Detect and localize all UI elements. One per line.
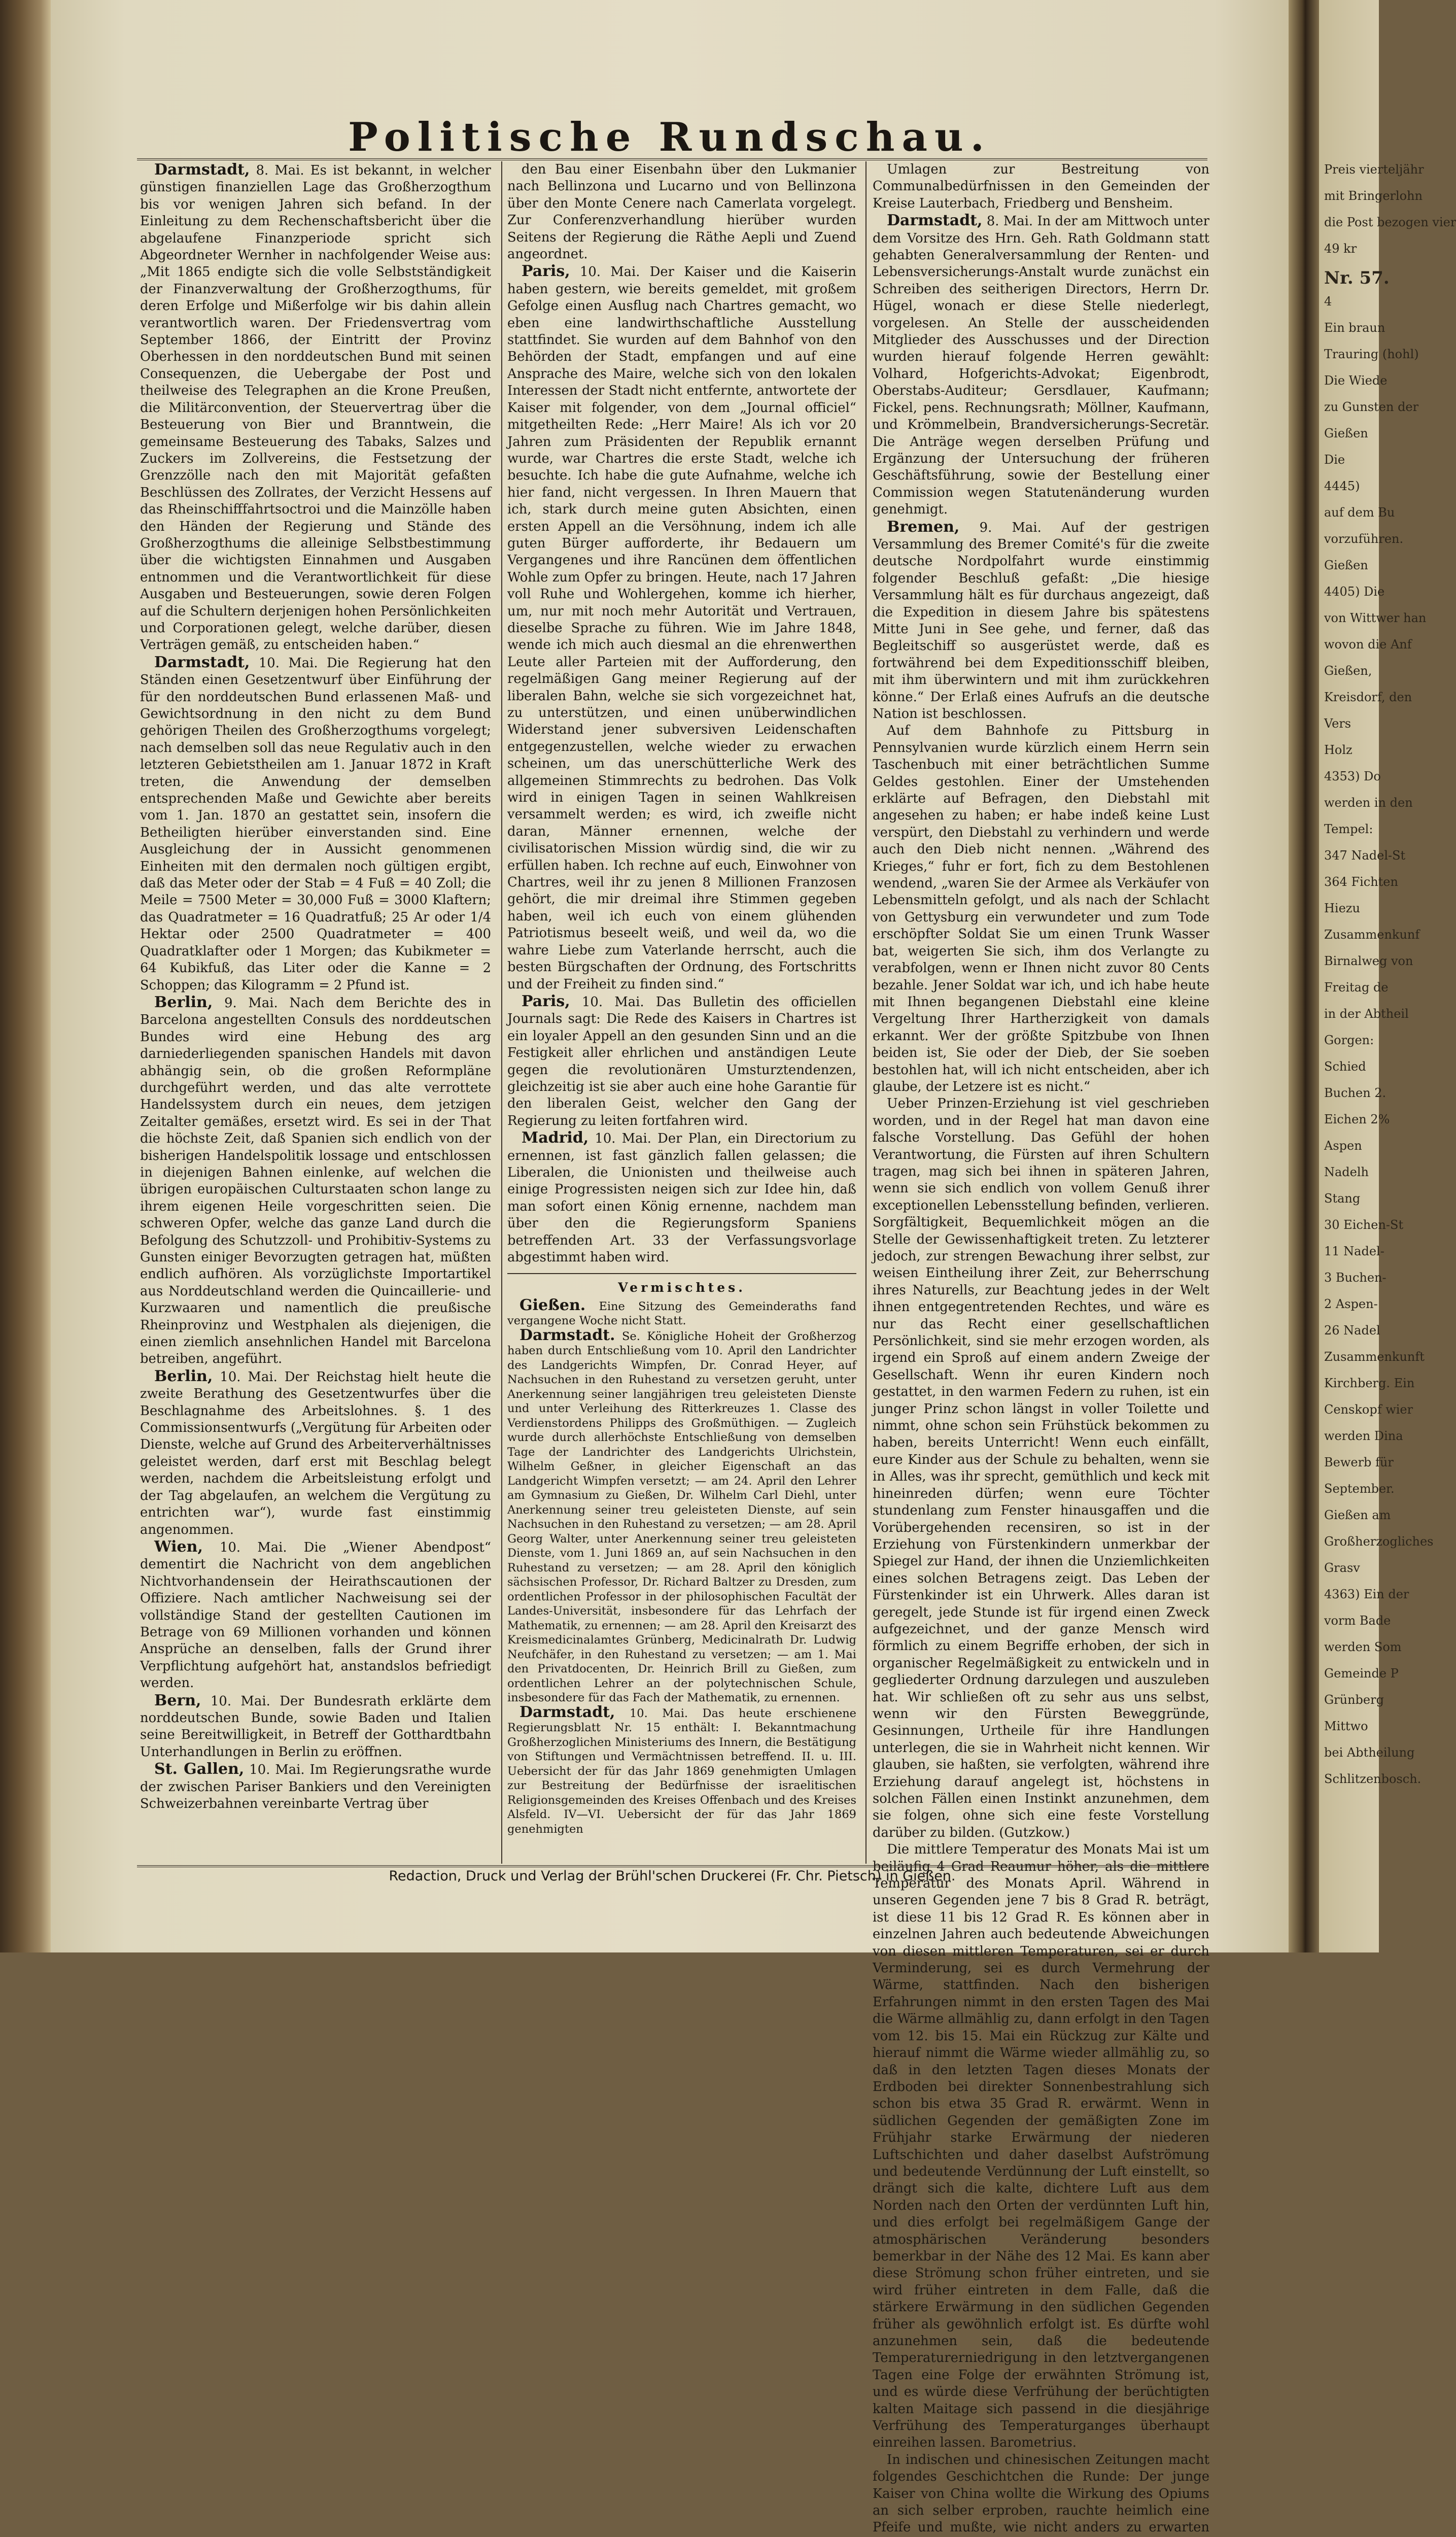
adjacent-page-text: Preis vierteljähr: [1324, 162, 1424, 177]
adjacent-page-text: Nadelh: [1324, 1165, 1369, 1179]
article-text: 10. Mai. Im Regierungsrathe wurde der zwischen Pariser Bankiers und den Vereinigten Schweizerbahnen vereinbarte Vertrag über: [140, 1762, 492, 1811]
adjacent-page-text: Birnalweg von: [1324, 954, 1413, 968]
adjacent-page-text: 49 kr: [1324, 242, 1357, 256]
dateline-berlin: Berlin,: [154, 1367, 213, 1385]
left-binding: [0, 0, 51, 1952]
adjacent-page-text: Stang: [1324, 1191, 1361, 1206]
adjacent-page-text: Zusammenkunft: [1324, 1350, 1425, 1364]
adjacent-page-text: 4353) Do: [1324, 769, 1381, 783]
adjacent-page-text: vorzuführen.: [1324, 532, 1404, 546]
article-paragraph: [507, 1328, 856, 1705]
article-text: Se. Königliche Hoheit der Großherzog haben durch Entschließung vom 10. April den Landrichter des Landgerichts Wimpfen, Dr. Conrad Heyer, auf Nachsuchen in den Ruhestand zu versetzen geruht, unter Anerkennung seiner langjährigen treu geleisteten Dienste und unter Verleihung des Ritterkreuzes 1. Classe des Verdienstordens Philipps des Großmüthigen. — Zugleich wurde durch allerhöchste Entschließung von demselben Tage der Landrichter des Landgerichts Ulrichstein, Wilhelm Geßner, in gleicher Eigenschaft an das Landgericht Wimpfen versetzt; — am 24. April den Lehrer am Gymnasium zu Gießen, Dr. Wilhelm Carl Diehl, unter Anerkennung seiner treu geleisteten Dienste, auf sein Nachsuchen in den Ruhestand zu versetzen; — am 28. April Georg Walter, unter Anerkennung seiner treu geleisteten Dienste, vom 1. Juni 1869 an, auf sein Nachsuchen in den Ruhestand zu versetzen; — am 28. April den königlich sächsischen Professor, Dr. Richard Baltzer zu Dresden, zum ordentlichen Professor in der philosophischen Facultät der Landes-Universität, insbesondere für das Lehrfach der Mathematik, zu ernennen; — am 28. April den Kreisarzt des Kreismedicinalamtes Grünberg, Medicinalrath Dr. Ludwig Neufchäfer, in den Ruhestand zu versetzen; — am 1. Mai den Privatdocenten, Dr. Heinrich Brill zu Gießen, zum ordentlichen Lehrer an der polytechnischen Schule, insbesondere für das Fach der Mathematik, zu ernennen.: [507, 1329, 856, 1705]
article-text: 10. Mai. Die „Wiener Abendpost“ dementirt die Nachricht von dem angeblichen Nichtvorhandensein der Heirathscautionen der Offiziere. Nach amtlicher Nachweisung sei der vollständige Stand der gestellten Cautionen im Betrage von 69 Millionen vorhanden und können Ansprüche an denselben, falls der Grund ihrer Verpflichtung aufgehört hat, anstandslos befriedigt werden.: [140, 1539, 491, 1691]
article-paragraph: [507, 1298, 856, 1328]
article-text: Auf dem Bahnhofe zu Pittsburg in Pennsylvanien wurde kürzlich einem Herrn sein Taschenbuch mit einer beträchtlichen Summe Geldes gestohlen. Einer der Umstehenden erklärte auf Befragen, den Diebstahl mit angesehen zu haben; er habe indeß keine Lust verspürt, den Diebstahl zu verhindern und werde auch den Dieb nicht nennen. „Während des Krieges,“ fuhr er fort, fich zu dem Bestohlenen wendend, „waren Sie der Armee als Verkäufer von Lebensmitteln gefolgt, und als nach der Schlacht von Gettysburg ein verwundeter und zum Tode erschöpfter Soldat Sie um einen Trunk Wasser bat, weigerten Sie sich, ihm dos Verlangte zu verabfolgen, wenn er Ihnen nicht zuvor 80 Cents bezahle. Jener Soldat war ich, und ich habe heute mit Ihnen begangenen Diebstahl eine kleine Vergeltung Ihrer Hartherzigkeit von damals erkannt. Wer der größte Spitzbube von Ihnen beiden ist, Sie oder der Dieb, der Sie soeben bestohlen hat, will ich nicht entscheiden, aber ich glaube, der Letzere ist es nicht.“: [873, 723, 1209, 1094]
article-paragraph: [873, 1095, 1209, 1841]
article-paragraph: [140, 1538, 491, 1692]
column-1: [140, 161, 491, 1864]
section-divider: [507, 1273, 856, 1274]
article-paragraph: [873, 723, 1209, 1095]
adjacent-page-text: 11 Nadel-: [1324, 1244, 1384, 1258]
article-text: 10. Mai. Der Bundesrath erklärte dem norddeutschen Bunde, sowie Baden und Italien seine Bereitwilligkeit, in Betreff der Gotthardtbahn Unterhandlungen in Berlin zu eröffnen.: [140, 1693, 492, 1760]
adjacent-page-text: Großherzogliches: [1324, 1534, 1434, 1549]
article-text: Umlagen zur Bestreitung von Communalbedürfnissen in den Gemeinden der Kreise Lauterbach, Friedberg und Bensheim.: [873, 162, 1209, 211]
adjacent-page-text: Bewerb für: [1324, 1455, 1394, 1469]
article-paragraph: [507, 161, 856, 263]
adjacent-page-text: Die: [1324, 453, 1345, 467]
adjacent-page-text: 4: [1324, 294, 1332, 308]
adjacent-page-text: Zusammenkunf: [1324, 928, 1420, 942]
adjacent-page-text: Censkopf wier: [1324, 1402, 1413, 1417]
adjacent-page-text: September.: [1324, 1482, 1395, 1496]
dateline-darmstadt: Darmstadt,: [154, 161, 250, 179]
adjacent-page-text: Gießen: [1324, 558, 1368, 572]
column-3: [873, 161, 1209, 2535]
adjacent-page-text: Gießen: [1324, 426, 1368, 440]
adjacent-page-text: Kreisdorf, den: [1324, 690, 1412, 704]
dateline-paris: Paris,: [522, 262, 570, 281]
article-text: Eine Sitzung des Gemeinderaths fand vergangene Woche nicht Statt.: [507, 1299, 856, 1328]
dateline-darmstadt: Darmstadt,: [519, 1703, 615, 1721]
article-text: 8. Mai. In der am Mittwoch unter dem Vorsitze des Hrn. Geh. Rath Goldmann statt gehabten Generalversammlung der Renten- und Lebensversicherungs-Anstalt wurde zunächst ein Schreiben des seitherigen Directors, Herrn Dr. Hügel, wonach er diese Stelle niederlegt, vorgelesen. An Stelle der ausscheidenden Mitglieder des Ausschusses und der Direction wurden hierauf folgende Herren gewählt: Volhard, Hofgerichts-Advokat; Eigenbrodt, Oberstabs-Auditeur; Gersdlauer, Kaufmann; Fickel, pens. Rechnungsrath; Möllner, Kaufmann, und Krömmelbein, Brandversicherungs-Secretär. Die Anträge wegen derselben Prüfung und Ergänzung der Untersuchung der früheren Geschäftsführung, sowie der Bestellung einer Commission wegen Statutenänderung wurden genehmigt.: [873, 214, 1209, 518]
column-2: [507, 161, 856, 1864]
adjacent-page-text: Freitag de: [1324, 980, 1389, 995]
adjacent-page-text: 30 Eichen-St: [1324, 1218, 1404, 1232]
article-paragraph: [140, 161, 491, 654]
article-paragraph: [140, 1368, 491, 1538]
article-text: Ueber Prinzen-Erziehung ist viel geschrieben worden, und in der Regel hat man davon eine falsche Vorstellung. Das Gefühl der hohen Verantwortung, die Fürsten auf ihren Schultern tragen, mag sich bei ihnen in späteren Jahren, wenn sie sich endlich von vollem Genuß ihrer exceptionellen Lebensstellung befinden, verlieren. Sorgfältigkeit, Bequemlichkeit mögen an die Stelle der Gewissenhaftigkeit treten. Zu letzterer jedoch, zur strengen Bewachung ihrer selbst, zur weisen Eintheilung ihrer Zeit, zur Beherrschung ihres Naturells, zur Beachtung jedes in der Welt ihnen entgegentretenden Rechtes, und wäre es nur das Recht einer gesellschaftlichen Persönlichkeit, sind sie mehr erzogen worden, als irgend ein Sproß auf einem andern Zweige der Gesellschaft. Wenn ihr euren Kindern noch gestattet, in den warmen Federn zu ruhen, ist ein junger Prinz schon längst in voller Toilette und nimmt, ohne schon sein Frühstück bekommen zu haben, bereits Unterricht! Wenn euch einfällt, eure Kinder aus der Schule zu behalten, wenn sie in Alles, was ihr sprecht, gemüthlich und keck mit hineinreden dürfen; wenn eure Töchter stundenlang zum Fenster hinausgaffen und die Vorübergehenden recensiren, so ist in der Erziehung von Fürstenkindern unmerkbar der Spiegel zur Hand, der ihnen die Unziemlichkeiten eines solchen Betragens zeigt. Das Leben der Fürstenkinder ist ein Uhrwerk. Alles daran ist geregelt, jede Stunde ist für irgend einen Zweck aufgezeichnet, und der ganze Mensch wird förmlich zu einem Begriffe erhoben, der sich in organischer Regelmäßigkeit zu entwickeln und in gegliederter Ordnung darzulegen und auszuleben hat. Wir schließen oft zu sehr aus uns selbst, wenn wir den Fürsten Beweggründe, Gesinnungen, Urtheile für ihre Handlungen unterlegen, die sie in Wahrheit nicht kennen. Wir glauben, sie haßten, sie verfolgten, während ihre Erziehung darauf angelegt ist, höchstens in solchen Fällen einen Instinkt anzunehmen, dem sie folgen, ohne sich eine feste Vorstellung darüber zu bilden. (Gutzkow.): [873, 1096, 1209, 1840]
dateline-darmstadt: Darmstadt,: [154, 653, 250, 671]
adjacent-page-text: von Wittwer han: [1324, 611, 1427, 625]
article-text: Die mittlere Temperatur des Monats Mai ist um beiläufig 4 Grad Reaumur höher, als die mittlere Temperatur des Monats April. Während in unseren Gegenden jene 7 bis 8 Grad R. beträgt, ist diese 11 bis 12 Grad R. Es können aber in einzelnen Jahren auch bedeutende Abweichungen von diesen mittleren Temperaturen, sei er durch Verminderung, sei es durch Vermehrung der Wärme, stattfinden. Nach den bisherigen Erfahrungen nimmt in den ersten Tagen des Mai die Wärme allmählig zu, dann erfolgt in den Tagen vom 12. bis 15. Mai ein Rückzug zur Kälte und hierauf nimmt die Wärme wieder allmählig zu, so daß in den letzten Tagen dieses Monats der Erdboden bei direkter Sonnenbestrahlung sich schon bis etwa 35 Grad R. erwärmt. Wenn in südlichen Gegenden der gemäßigten Zone im Frühjahr starke Erwärmung der niederen Luftschichten und daher daselbst Aufströmung und bedeutende Verdünnung der Luft einstellt, so drängt sich die kalte, dichtere Luft aus dem Norden nach den Orten der verdünnten Luft hin, und dies erfolgt bei regelmäßigem Gange der atmosphärischen Veränderung besonders bemerkbar in der Nähe des 12 Mai. Es kann aber diese Strömung schon früher eintreten, und sie wird früher eintreten in dem Falle, daß die stärkere Erwärmung in den südlichen Gegenden früher als gewöhnlich erfolgt ist. Es dürfte wohl anzunehmen sein, daß die bedeutende Temperaturerniedrigung in den letztvergangenen Tagen eine Folge der erwähnten Strömung ist, und es würde diese Verfrühung der berüchtigten kalten Maitage sich passend in die diesjährige Verfrühung des Temperaturganges überhaupt einreihen lassen. Barometrius.: [873, 1842, 1209, 2451]
article-text: 9. Mai. Nach dem Berichte des in Barcelona angestellten Consuls des norddeutschen Bundes wird eine Hebung des arg darniederliegenden spanischen Handels mit davon abhängig sein, ob die großen Reformpläne durchgeführt werden, und das alte verrottete Handelssystem durch ein neues, dem jetzigen Zeitalter gemäßes, ersetzt wird. Es sei in der That die höchste Zeit, daß Spanien sich endlich von der bisherigen Handelspolitik lossage und entschlossen in diejenigen Bahnen einlenke, auf welchen die übrigen europäischen Culturstaaten schon lange zu ihrem eigenen Heile vorgeschritten seien. Die schweren Opfer, welche das ganze Land durch die Befolgung des Schutzzoll- und Prohibitiv-Systems zu Gunsten einiger Bevorzugten getragen hat, müßten endlich aufhören. Als vorzüglichste Importartikel aus Norddeutschland werden die Quincaillerie- und Kurzwaaren und namentlich die preußische Rheinprovinz und Westphalen als diejenigen, die einen ziemlich ansehnlichen Handel mit Barcelona betreiben, angeführt.: [140, 995, 492, 1367]
vermischtes-section: [507, 1298, 856, 1837]
adjacent-page-text: Gemeinde P: [1324, 1666, 1399, 1681]
adjacent-page-text: Gießen,: [1324, 664, 1372, 678]
adjacent-page-text: 26 Nadel: [1324, 1323, 1380, 1338]
article-paragraph: [507, 993, 856, 1129]
adjacent-page-text: Mittwo: [1324, 1719, 1368, 1733]
dateline-darmstadt: Darmstadt.: [519, 1326, 615, 1344]
adjacent-page-text: Gießen am: [1324, 1508, 1391, 1522]
adjacent-page-text: Holz: [1324, 743, 1353, 757]
adjacent-page-edge: [1319, 0, 1456, 1952]
article-text: In indischen und chinesischen Zeitungen macht folgendes Geschichtchen die Runde: Der junge Kaiser von China wollte die Wirkung des Opiums an sich selber erproben, rauchte heimlich eine Pfeife und mußte, wie nicht anders zu erwarten: [873, 2452, 1209, 2535]
adjacent-page-text: 347 Nadel-St: [1324, 848, 1406, 863]
adjacent-page-text: werden Som: [1324, 1640, 1402, 1654]
adjacent-page-text: Kirchberg. Ein: [1324, 1376, 1415, 1390]
column-divider-1: [501, 161, 502, 1864]
article-text: 10. Mai. Der Reichstag hielt heute die zweite Berathung des Gesetzentwurfes über die Beschlagnahme des Arbeitslohnes. §. 1 des Commissionsentwurfs („Vergütung für Arbeiten oder Dienste, welche auf Grund des Arbeiterverhältnisses geleistet werden, darf erst mit Beschlag belegt werden, nachdem die Arbeitsleistung erfolgt und der Tag abgelaufen, an welchem die Vergütung zu entrichten war“), wurde fast einstimmig angenommen.: [140, 1369, 491, 1537]
dateline-berlin: Berlin,: [154, 993, 213, 1011]
adjacent-page-text: werden in den: [1324, 796, 1413, 810]
article-text: den Bau einer Eisenbahn über den Lukmanier nach Bellinzona und Lucarno und von Bellinzona über den Monte Cenere nach Camerlata vorgelegt. Zur Conferenzverhandlung hierüber wurden Seitens der Regierung die Räthe Aepli und Zuend angeordnet.: [507, 162, 856, 262]
article-paragraph: [140, 1761, 491, 1812]
adjacent-page-text: in der Abtheil: [1324, 1007, 1409, 1021]
article-paragraph: [873, 2452, 1209, 2537]
article-text: 10. Mai. Die Regierung hat den Ständen einen Gesetzentwurf über Einführung der für den norddeutschen Bund erlassenen Maß- und Gewichtsordnung in den nicht zu dem Bund gehörigen Theilen des Großherzogthums vorgelegt; nach demselben soll das neue Regulativ auch in den letzteren Gebietstheilen am 1. Januar 1872 in Kraft treten, die Anwendung der demselben entsprechenden Maße und Gewichte aber bereits vom 1. Jan. 1870 an gestattet sein, insofern die Betheiligten hierüber einverstanden sind. Eine Ausgleichung der in Aussicht genommenen Einheiten mit den dermalen noch gültigen ergibt, daß das Meter oder der Stab = 4 Fuß = 40 Zoll; die Meile = 7500 Meter = 30,000 Fuß = 3000 Klaftern; das Quadratmeter = 16 Quadratfuß; 25 Ar oder 1/4 Hektar oder 2500 Quadratmeter = 400 Quadratklafter oder 1 Morgen; das Kubikmeter = 64 Kubikfuß, das Liter oder die Kanne = 2 Schoppen; das Kilogramm = 2 Pfund ist.: [140, 655, 491, 993]
article-paragraph: [507, 1705, 856, 1837]
adjacent-page-text: zu Gunsten der: [1324, 400, 1419, 414]
dateline-paris: Paris,: [522, 992, 570, 1010]
dateline-darmstadt: Darmstadt,: [887, 212, 983, 230]
adjacent-page-text: bei Abtheilung: [1324, 1745, 1415, 1760]
adjacent-page-text: Gorgen:: [1324, 1033, 1374, 1047]
dateline-bremen: Bremen,: [887, 518, 960, 536]
book-gutter: [1289, 0, 1319, 1952]
article-paragraph: [873, 1841, 1209, 2452]
header-rule: [137, 158, 1207, 160]
imprint: Redaction, Druck und Verlag der Brühl'schen Druckerei (Fr. Chr. Pietsch) in Gießen.: [389, 1868, 956, 1884]
article-paragraph: [873, 161, 1209, 212]
adjacent-page-text: Schlitzenbosch.: [1324, 1772, 1422, 1786]
article-text: 10. Mai. Der Plan, ein Directorium zu ernennen, ist fast gänzlich fallen gelassen; die Liberalen, die Unionisten und theilweise auch einige Progressisten neigen sich zur Idee hin, daß man sofort einen König ernenne, nachdem man über den die Regierungsform Spaniens betreffenden Art. 33 der Verfassungsvorlage abgestimmt haben wird.: [507, 1131, 856, 1265]
footer-rule: [137, 1865, 1207, 1867]
newspaper-page: [51, 0, 1289, 2535]
adjacent-page-text: Grasv: [1324, 1561, 1360, 1575]
article-text: 9. Mai. Auf der gestrigen Versammlung des Bremer Comité's für die zweite deutsche Nordpolfahrt wurde einstimmig folgender Beschluß gefaßt: „Die hiesige Versammlung hält es für durchaus angezeigt, daß die Expedition in diesem Jahre bis spätestens Mitte Juni in See gehe, und ferner, daß das Begleitschiff so ausgerüstet werde, daß es fortwährend bei dem Expeditionsschiff bleiben, mit ihm überwintern und mit ihm zurückkehren könne.“ Der Erlaß eines Aufrufs an die deutsche Nation ist beschlossen.: [873, 520, 1209, 722]
adjacent-page-text: vorm Bade: [1324, 1614, 1391, 1628]
adjacent-page-text: auf dem Bu: [1324, 505, 1395, 520]
adjacent-page-text: 364 Fichten: [1324, 875, 1398, 889]
article-text: 10. Mai. Der Kaiser und die Kaiserin haben gestern, wie bereits gemeldet, mit großem Gefolge einen Ausflug nach Chartres gemacht, wo eben eine landwirthschaftliche Ausstellung stattfindet. Sie wurden auf dem Bahnhof von den Behörden der Stadt, empfangen und auf eine Ansprache des Maire, welche sich von den lokalen Interessen der Stadt nicht entfernte, antwortete der Kaiser mit folgender, von dem „Journal officiel“ mitgetheilten Rede: „Herr Maire! Als ich vor 20 Jahren zum Präsidenten der Republik ernannt wurde, war Chartres die erste Stadt, welche ich besuchte. Ich habe die gute Aufnahme, welche ich hier fand, nicht vergessen. In Ihren Mauern that ich, stark durch meine guten Absichten, einen ersten Appell an die Versöhnung, indem ich alle guten Bürger aufforderte, ihr Bedauern um Vergangenes und ihre Rancünen dem öffentlichen Wohle zum Opfer zu bringen. Heute, nach 17 Jahren voll Ruhe und Wohlergehen, komme ich hierher, um, nur mit noch mehr Autorität und Vertrauen, dieselbe Sprache zu führen. Wie im Jahre 1848, wende ich mich auch diesmal an die ehrenwerthen Leute aller Parteien mit der Aufforderung, den regelmäßigen Gang meiner Regierung auf der liberalen Bahn, welche sie sich vorgezeichnet hat, zu unterstützen, und einen unüberwindlichen Widerstand jener subversiven Leidenschaften entgegenzustellen, welche wieder zu erwachen scheinen, um das unerschütterliche Werk des allgemeinen Stimmrechts zu bedrohen. Das Volk wird in einigen Tagen in seinen Wahlkreisen versammelt werden; es wird, ich zweifle nicht daran, Männer ernennen, welche der civilisatorischen Mission würdig sind, die wir zu erfüllen haben. Ich rechne auf euch, Einwohner von Chartres, weil ihr zu jenen 8 Millionen Franzosen gehört, die mir dreimal ihre Stimmen gegeben haben, weil ich euch von einem glühenden Patriotismus beseelt weiß, und weil da, wo die wahre Liebe zum Vaterlande herrscht, auch die besten Bürgschaften der Ordnung, des Fortschritts und der Freiheit zu finden sind.“: [507, 264, 856, 992]
dateline-madrid: Madrid,: [522, 1129, 589, 1147]
adjacent-page-text: Buchen 2.: [1324, 1086, 1386, 1100]
dateline-gie-en: Gießen.: [519, 1296, 586, 1314]
adjacent-page-text: die Post bezogen vier: [1324, 215, 1456, 229]
adjacent-page-text: Eichen 2%: [1324, 1112, 1390, 1126]
article-text: 10. Mai. Das heute erschienene Regierungsblatt Nr. 15 enthält: I. Bekanntmachung Großherzoglichen Ministeriums des Innern, die Bestätigung von Stiftungen und Vermächtnissen betreffend. II. u. III. Uebersicht der für das Jahr 1869 genehmigten Umlagen zur Bestreitung der Bedürfnisse der israelitischen Religionsgemeinden des Kreises Offenbach und des Kreises Alsfeld. IV—VI. Uebersicht der für das Jahr 1869 genehmigten: [507, 1706, 856, 1836]
adjacent-page-text: Nr. 57.: [1324, 268, 1390, 288]
adjacent-page-text: Aspen: [1324, 1139, 1362, 1153]
adjacent-page-text: Ein braun: [1324, 321, 1385, 335]
article-paragraph: [140, 654, 491, 994]
column-divider-2: [865, 161, 866, 1864]
adjacent-page-text: Trauring (hohl): [1324, 347, 1419, 361]
adjacent-page-text: Schied: [1324, 1059, 1366, 1074]
adjacent-page-text: 4405) Die: [1324, 585, 1385, 599]
section-heading-vermischtes: Vermischtes.: [618, 1280, 746, 1295]
adjacent-page-text: 2 Aspen-: [1324, 1297, 1378, 1311]
article-paragraph: [140, 994, 491, 1368]
adjacent-page-text: wovon die Anf: [1324, 637, 1412, 652]
page-title: Politische Rundschau.: [348, 114, 991, 160]
adjacent-page-text: Grünberg: [1324, 1693, 1384, 1707]
article-text: 10. Mai. Das Bulletin des officiellen Journals sagt: Die Rede des Kaisers in Chartres ist ein loyaler Appell an den gesunden Sinn und an die Festigkeit aller ehrlichen und anständigen Leute gegen die revolutionären Umsturztendenzen, gleichzeitig ist sie aber auch eine hohe Garantie für den liberalen Geist, welcher den Gang der Regierung zu leiten fortfahren wird.: [507, 994, 856, 1128]
adjacent-page-text: Tempel:: [1324, 822, 1373, 836]
adjacent-page-text: 3 Buchen-: [1324, 1271, 1386, 1285]
article-paragraph: [873, 212, 1209, 518]
adjacent-page-text: Vers: [1324, 716, 1351, 731]
article-paragraph: [507, 263, 856, 992]
dateline-st-gallen: St. Gallen,: [154, 1760, 245, 1778]
adjacent-page-text: werden Dina: [1324, 1429, 1403, 1443]
adjacent-page-text: 4445): [1324, 479, 1360, 493]
article-paragraph: [140, 1692, 491, 1761]
adjacent-page-text: Die Wiede: [1324, 373, 1388, 388]
adjacent-page-text: mit Bringerlohn: [1324, 189, 1423, 203]
adjacent-page-text: Hiezu: [1324, 901, 1360, 915]
article-text: 8. Mai. Es ist bekannt, in welcher günstigen finanziellen Lage das Großherzogthum bis vor wenigen Jahren sich befand. In der Einleitung zu dem Rechenschaftsbericht über die abgelaufene Finanzperiode spricht sich Abgeordneter Wernher in nachfolgender Weise aus: „Mit 1865 endigte sich die volle Selbstständigkeit der Finanzverwaltung der Großherzogthums, für deren Erfolge und Mißerfolge wir bis dahin allein verantwortlich waren. Der Friedensvertrag vom September 1866, der Eintritt der Provinz Oberhessen in den norddeutschen Bund mit seinen Consequenzen, die Uebergabe der Post und theilweise des Telegraphen an die Krone Preußen, die Militärconvention, der Steuervertrag über die Besteuerung von Bier und Branntwein, die gemeinsame Besteuerung des Tabaks, Salzes und Zuckers im Zollvereins, die Festsetzung der Grenzzölle nach den mit Majorität gefaßten Beschlüssen des Zollrates, der Verzicht Hessens auf das Rheinschifffahrtsoctroi und die Mainzölle haben den Händen der Regierung und Stände des Großherzogthums die alleinige Selbstbestimmung über die wichtigsten Einnahmen und Ausgaben entnommen und die Verantwortlichkeit für diese Ausgaben und Besteuerungen, sowie deren Folgen auf die Schultern derjenigen hohen Persönlichkeiten und Corporationen gelegt, welche darüber, diesen Verträgen gemäß, zu entscheiden haben.“: [140, 163, 491, 653]
dateline-bern: Bern,: [154, 1691, 201, 1709]
dateline-wien: Wien,: [154, 1537, 203, 1556]
article-paragraph: [507, 1129, 856, 1266]
adjacent-page-text: 4363) Ein der: [1324, 1587, 1409, 1601]
article-paragraph: [873, 519, 1209, 723]
